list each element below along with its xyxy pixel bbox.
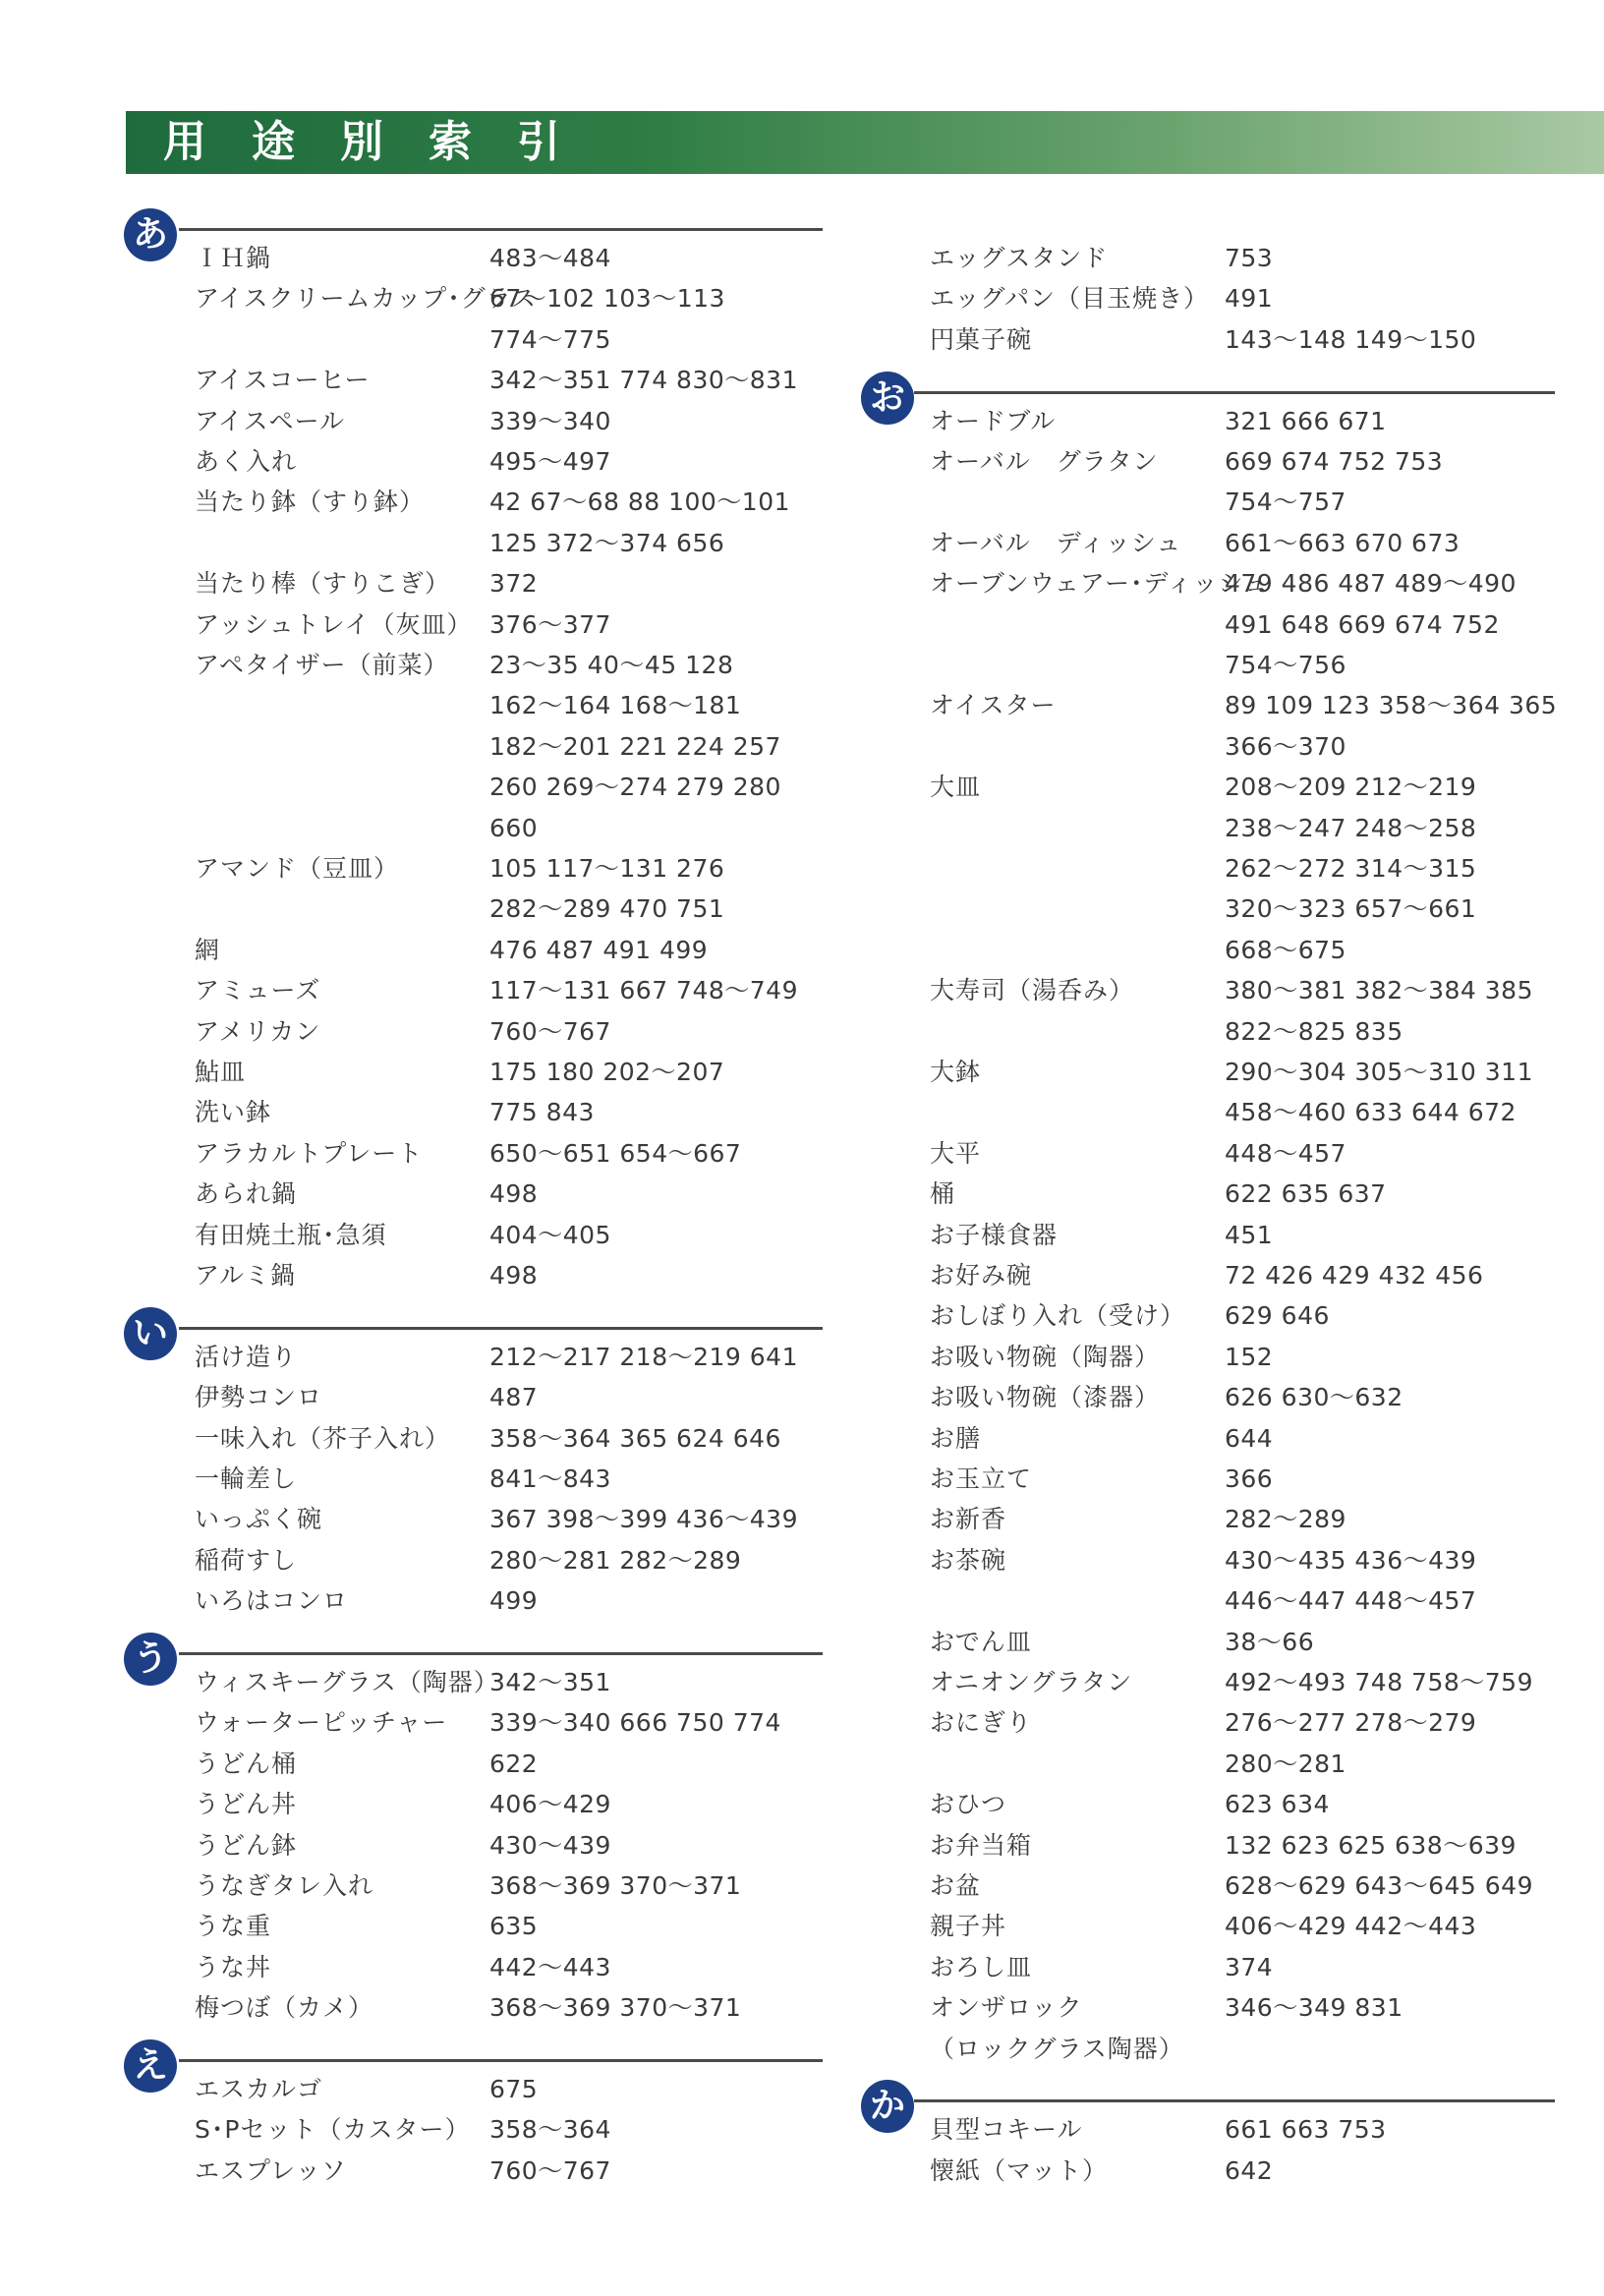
entry-pages: 626 630〜632 bbox=[1225, 1383, 1404, 1412]
entry-pages: 754〜757 bbox=[1225, 488, 1346, 517]
entry-pages: 669 674 752 753 bbox=[1225, 447, 1444, 476]
entry-pages: 487 bbox=[489, 1383, 539, 1412]
section-rule bbox=[179, 1652, 823, 1655]
entry-pages: 367 398〜399 436〜439 bbox=[489, 1505, 798, 1534]
index-entry bbox=[195, 1133, 843, 1174]
entry-pages: 374 bbox=[1225, 1952, 1274, 1981]
entry-name: 貝型コキール bbox=[930, 2115, 1083, 2145]
entry-pages: 483〜484 bbox=[489, 244, 611, 272]
entry-name: お好み碗 bbox=[930, 1261, 1033, 1290]
entry-name: おろし皿 bbox=[930, 1952, 1033, 1981]
index-entry bbox=[930, 1499, 1578, 1539]
entry-pages: 320〜323 657〜661 bbox=[1225, 894, 1477, 924]
entry-name: （ロックグラス陶器） bbox=[930, 2034, 1184, 2063]
kana-badge: お bbox=[861, 372, 914, 425]
entry-pages: 182〜201 221 224 257 bbox=[489, 731, 781, 761]
index-entry bbox=[195, 1825, 843, 1866]
entry-name: お茶碗 bbox=[930, 1545, 1007, 1575]
entry-name: 円菓子碗 bbox=[930, 324, 1033, 354]
entry-pages: 628〜629 643〜645 649 bbox=[1225, 1871, 1533, 1900]
entry-name: おひつ bbox=[930, 1790, 1007, 1819]
entry-name: お玉立て bbox=[930, 1464, 1033, 1493]
entry-pages: 342〜351 bbox=[489, 1668, 611, 1696]
entry-name: オードブル bbox=[930, 406, 1057, 435]
entry-name: 活け造り bbox=[195, 1342, 298, 1371]
entry-pages: 38〜66 bbox=[1225, 1627, 1315, 1656]
index-entry bbox=[195, 482, 843, 563]
entry-pages: 143〜148 149〜150 bbox=[1225, 324, 1477, 354]
index-entry bbox=[930, 1133, 1578, 1174]
index-entry bbox=[195, 645, 843, 848]
kana-badge: え bbox=[124, 2039, 177, 2093]
entry-name: お吸い物碗（陶器） bbox=[930, 1342, 1161, 1371]
entry-pages: 162〜164 168〜181 bbox=[489, 691, 742, 720]
entry-name: アメリカン bbox=[195, 1016, 321, 1046]
entry-name: あられ鍋 bbox=[195, 1179, 298, 1209]
entry-name: お新香 bbox=[930, 1505, 1007, 1534]
entry-pages: 446〜447 448〜457 bbox=[1225, 1586, 1477, 1616]
entry-pages: 346〜349 831 bbox=[1225, 1993, 1404, 2023]
entry-name: お盆 bbox=[930, 1871, 982, 1900]
index-entry bbox=[930, 1174, 1578, 1214]
section-rule bbox=[914, 391, 1555, 394]
entry-pages: 42 67〜68 88 100〜101 bbox=[489, 488, 791, 517]
index-entry bbox=[930, 1622, 1578, 1662]
entry-name: 当たり鉢（すり鉢） bbox=[195, 488, 426, 517]
entry-pages: 495〜497 bbox=[489, 447, 611, 476]
entry-name: 一味入れ（芥子入れ） bbox=[195, 1423, 451, 1453]
entry-name: エッグスタンド bbox=[930, 244, 1109, 272]
index-entry bbox=[930, 1255, 1578, 1295]
entry-pages: 644 bbox=[1225, 1423, 1274, 1453]
index-entry bbox=[195, 930, 843, 970]
index-entry bbox=[195, 1337, 843, 1377]
index-entry bbox=[195, 1255, 843, 1295]
entry-pages: 342〜351 774 830〜831 bbox=[489, 366, 798, 395]
entry-name: オイスター bbox=[930, 691, 1057, 720]
index-entry bbox=[930, 1702, 1578, 1784]
index-entry bbox=[195, 238, 843, 278]
index-entry bbox=[930, 1418, 1578, 1459]
entry-pages: 238〜247 248〜258 bbox=[1225, 813, 1477, 842]
index-entry bbox=[195, 970, 843, 1010]
entry-name: オンザロック bbox=[930, 1993, 1083, 2023]
entry-pages: 280〜281 282〜289 bbox=[489, 1545, 742, 1575]
entry-name: アペタイザー（前菜） bbox=[195, 651, 449, 679]
index-entry bbox=[930, 1825, 1578, 1866]
entry-pages: 89 109 123 358〜364 365 bbox=[1225, 691, 1558, 720]
index-entry bbox=[930, 401, 1578, 441]
entry-name: 当たり棒（すりこぎ） bbox=[195, 569, 451, 599]
entry-pages: 499 bbox=[489, 1586, 539, 1616]
entry-name: エスカルゴ bbox=[195, 2075, 323, 2103]
index-entry bbox=[930, 278, 1578, 318]
index-entry bbox=[930, 970, 1578, 1052]
index-entry bbox=[930, 1866, 1578, 1906]
index-entry bbox=[195, 441, 843, 482]
entry-pages: 822〜825 835 bbox=[1225, 1016, 1404, 1046]
entry-pages: 492〜493 748 758〜759 bbox=[1225, 1668, 1533, 1696]
index-entry bbox=[195, 1499, 843, 1539]
entry-name: おにぎり bbox=[930, 1708, 1033, 1738]
entry-pages: 282〜289 470 751 bbox=[489, 894, 725, 924]
entry-name: アミューズ bbox=[195, 976, 321, 1005]
entry-name: うな丼 bbox=[195, 1952, 272, 1981]
entry-name: オーバル ディッシュ bbox=[930, 528, 1182, 557]
index-entry bbox=[930, 2109, 1578, 2150]
entry-name: S･Pセット（カスター） bbox=[195, 2115, 471, 2145]
entry-pages: 430〜439 bbox=[489, 1830, 611, 1860]
index-entry bbox=[195, 604, 843, 645]
index-entry bbox=[195, 1418, 843, 1459]
entry-name: 桶 bbox=[930, 1179, 956, 1209]
entry-name: 鮎皿 bbox=[195, 1058, 247, 1086]
entry-pages: 660 bbox=[489, 813, 539, 842]
index-entry bbox=[195, 1540, 843, 1580]
entry-pages: 448〜457 bbox=[1225, 1138, 1346, 1168]
entry-name: お弁当箱 bbox=[930, 1830, 1033, 1860]
entry-pages: 635 bbox=[489, 1912, 539, 1941]
index-entry bbox=[930, 767, 1578, 970]
entry-name: 懐紙（マット） bbox=[930, 2155, 1109, 2185]
index-entry bbox=[195, 1377, 843, 1417]
entry-pages: 622 635 637 bbox=[1225, 1179, 1387, 1209]
entry-pages: 321 666 671 bbox=[1225, 406, 1387, 435]
entry-pages: 841〜843 bbox=[489, 1464, 611, 1493]
entry-name: 大平 bbox=[930, 1138, 982, 1168]
entry-pages: 661 663 753 bbox=[1225, 2115, 1387, 2145]
index-entry bbox=[930, 523, 1578, 563]
entry-name: うどん丼 bbox=[195, 1790, 298, 1819]
entry-name: 一輪差し bbox=[195, 1464, 298, 1493]
kana-badge: い bbox=[124, 1307, 177, 1360]
entry-name: いろはコンロ bbox=[195, 1586, 349, 1616]
entry-name: ウィスキーグラス（陶器） bbox=[195, 1668, 499, 1696]
entry-name: お子様食器 bbox=[930, 1220, 1059, 1249]
entry-name: うどん桶 bbox=[195, 1749, 298, 1778]
index-entry bbox=[195, 1744, 843, 1784]
index-entry bbox=[195, 1987, 843, 2028]
entry-pages: 406〜429 442〜443 bbox=[1225, 1912, 1477, 1941]
index-entry bbox=[195, 401, 843, 441]
entry-pages: 661〜663 670 673 bbox=[1225, 528, 1461, 557]
entry-name: ＩＨ鍋 bbox=[195, 244, 272, 272]
index-entry bbox=[930, 1906, 1578, 1946]
entry-pages: 430〜435 436〜439 bbox=[1225, 1545, 1477, 1575]
entry-name: アッシュトレイ（灰皿） bbox=[195, 609, 473, 639]
index-entry bbox=[930, 319, 1578, 360]
index-entry bbox=[930, 1540, 1578, 1622]
entry-pages: 476 487 491 499 bbox=[489, 935, 709, 964]
kana-badge: か bbox=[861, 2080, 914, 2133]
entry-pages: 774〜775 bbox=[489, 324, 611, 354]
entry-pages: 358〜364 bbox=[489, 2115, 611, 2145]
entry-pages: 282〜289 bbox=[1225, 1505, 1346, 1534]
entry-pages: 668〜675 bbox=[1225, 935, 1346, 964]
entry-pages: 498 bbox=[489, 1179, 539, 1209]
entry-pages: 760〜767 bbox=[489, 1016, 611, 1046]
section-rule bbox=[914, 2099, 1555, 2102]
index-entry bbox=[930, 1377, 1578, 1417]
entry-name: いっぷく碗 bbox=[195, 1505, 323, 1534]
entry-name: 梅つぼ（カメ） bbox=[195, 1993, 374, 2023]
index-entry bbox=[195, 278, 843, 360]
index-entry bbox=[195, 1702, 843, 1743]
entry-pages: 72 426 429 432 456 bbox=[1225, 1261, 1484, 1290]
entry-name: うなぎタレ入れ bbox=[195, 1871, 374, 1900]
entry-pages: 675 bbox=[489, 2075, 539, 2103]
index-entry bbox=[195, 1011, 843, 1052]
entry-pages: 498 bbox=[489, 1261, 539, 1290]
index-entry bbox=[930, 2151, 1578, 2191]
entry-name: ウォーターピッチャー bbox=[195, 1708, 448, 1738]
entry-pages: 380〜381 382〜384 385 bbox=[1225, 976, 1533, 1005]
kana-badge: う bbox=[124, 1633, 177, 1686]
entry-pages: 622 bbox=[489, 1749, 539, 1778]
index-entry bbox=[195, 1459, 843, 1499]
entry-name: オーブンウェアー･ディッシュ bbox=[930, 569, 1270, 599]
entry-name: 大皿 bbox=[930, 773, 982, 802]
entry-name: アルミ鍋 bbox=[195, 1261, 297, 1290]
entry-pages: 339〜340 666 750 774 bbox=[489, 1708, 781, 1738]
entry-pages: 623 634 bbox=[1225, 1790, 1330, 1819]
entry-pages: 262〜272 314〜315 bbox=[1225, 853, 1477, 883]
section-rule bbox=[179, 2059, 823, 2062]
entry-pages: 372 bbox=[489, 569, 539, 599]
entry-name: アイスペール bbox=[195, 406, 346, 435]
entry-name: エッグパン（目玉焼き） bbox=[930, 284, 1210, 314]
index-entry bbox=[195, 563, 843, 603]
entry-pages: 775 843 bbox=[489, 1098, 595, 1127]
entry-pages: 276〜277 278〜279 bbox=[1225, 1708, 1477, 1738]
index-entry bbox=[930, 1459, 1578, 1499]
entry-pages: 366〜370 bbox=[1225, 731, 1346, 761]
entry-pages: 368〜369 370〜371 bbox=[489, 1871, 742, 1900]
entry-pages: 117〜131 667 748〜749 bbox=[489, 976, 798, 1005]
entry-pages: 125 372〜374 656 bbox=[489, 528, 725, 557]
index-entry bbox=[195, 1580, 843, 1621]
entry-name: お膳 bbox=[930, 1423, 982, 1453]
entry-name: オーバル グラタン bbox=[930, 447, 1159, 476]
entry-pages: 366 bbox=[1225, 1464, 1274, 1493]
entry-pages: 208〜209 212〜219 bbox=[1225, 773, 1477, 802]
entry-pages: 491 648 669 674 752 bbox=[1225, 609, 1500, 639]
index-entry bbox=[930, 1295, 1578, 1336]
index-entry bbox=[930, 1784, 1578, 1824]
entry-name: アラカルトプレート bbox=[195, 1138, 424, 1168]
index-entry bbox=[195, 848, 843, 930]
index-entry bbox=[195, 1052, 843, 1092]
index-entry bbox=[930, 1987, 1578, 2028]
entry-name: 網 bbox=[195, 935, 221, 964]
entry-name: アイスクリームカップ･グラス bbox=[195, 284, 538, 314]
entry-pages: 754〜756 bbox=[1225, 650, 1346, 679]
index-entry bbox=[930, 1215, 1578, 1255]
kana-badge: あ bbox=[124, 208, 177, 261]
entry-name: 大鉢 bbox=[930, 1058, 982, 1086]
index-entry bbox=[930, 1337, 1578, 1377]
section-rule bbox=[179, 1327, 823, 1330]
entry-pages: 491 bbox=[1225, 284, 1274, 314]
index-entry bbox=[930, 2029, 1578, 2069]
entry-pages: 280〜281 bbox=[1225, 1749, 1346, 1778]
entry-pages: 458〜460 633 644 672 bbox=[1225, 1098, 1517, 1127]
index-entry bbox=[930, 1662, 1578, 1702]
entry-pages: 152 bbox=[1225, 1342, 1274, 1371]
page-title: 用途別索引 bbox=[163, 117, 605, 167]
entry-pages: 650〜651 654〜667 bbox=[489, 1138, 742, 1168]
entry-pages: 67〜102 103〜113 bbox=[489, 284, 725, 314]
entry-pages: 753 bbox=[1225, 244, 1274, 272]
index-entry bbox=[930, 685, 1578, 767]
entry-name: 親子丼 bbox=[930, 1912, 1007, 1941]
entry-name: 有田焼土瓶･急須 bbox=[195, 1220, 387, 1249]
entry-name: 稲荷すし bbox=[195, 1545, 298, 1575]
entry-name: おでん皿 bbox=[930, 1627, 1032, 1656]
entry-name: 伊勢コンロ bbox=[195, 1383, 323, 1412]
index-entry bbox=[195, 360, 843, 400]
entry-pages: 358〜364 365 624 646 bbox=[489, 1423, 781, 1453]
entry-pages: 260 269〜274 279 280 bbox=[489, 773, 781, 802]
entry-pages: 290〜304 305〜310 311 bbox=[1225, 1058, 1533, 1086]
index-entry bbox=[930, 441, 1578, 523]
section-rule bbox=[179, 228, 823, 231]
entry-pages: 175 180 202〜207 bbox=[489, 1058, 725, 1086]
index-entry bbox=[195, 1662, 843, 1702]
entry-name: うな重 bbox=[195, 1912, 272, 1941]
entry-pages: 479 486 487 489〜490 bbox=[1225, 569, 1517, 599]
index-entry bbox=[930, 1052, 1578, 1133]
index-entry bbox=[930, 563, 1578, 685]
entry-name: アマンド（豆皿） bbox=[195, 854, 400, 883]
index-entry bbox=[195, 1174, 843, 1214]
entry-name: オニオングラタン bbox=[930, 1668, 1133, 1696]
index-entry bbox=[195, 2069, 843, 2109]
index-entry bbox=[195, 2151, 843, 2191]
entry-name: うどん鉢 bbox=[195, 1830, 298, 1860]
index-entry bbox=[195, 1784, 843, 1824]
entry-pages: 105 117〜131 276 bbox=[489, 854, 725, 883]
index-entry bbox=[195, 2109, 843, 2150]
entry-pages: 404〜405 bbox=[489, 1220, 611, 1249]
index-entry bbox=[195, 1947, 843, 1987]
entry-pages: 212〜217 218〜219 641 bbox=[489, 1342, 798, 1371]
entry-pages: 451 bbox=[1225, 1220, 1274, 1249]
index-entry bbox=[195, 1906, 843, 1946]
index-entry bbox=[930, 1947, 1578, 1987]
entry-name: エスプレッソ bbox=[195, 2155, 347, 2185]
index-entry bbox=[195, 1215, 843, 1255]
entry-pages: 629 646 bbox=[1225, 1301, 1330, 1331]
entry-name: お吸い物碗（漆器） bbox=[930, 1383, 1161, 1412]
entry-pages: 132 623 625 638〜639 bbox=[1225, 1830, 1517, 1860]
entry-pages: 442〜443 bbox=[489, 1952, 611, 1981]
entry-name: あく入れ bbox=[195, 447, 298, 476]
title-bar bbox=[126, 111, 1604, 174]
entry-pages: 376〜377 bbox=[489, 609, 611, 639]
index-entry bbox=[195, 1092, 843, 1132]
entry-pages: 23〜35 40〜45 128 bbox=[489, 651, 734, 679]
entry-pages: 339〜340 bbox=[489, 406, 611, 435]
entry-pages: 642 bbox=[1225, 2155, 1274, 2185]
entry-name: おしぼり入れ（受け） bbox=[930, 1301, 1186, 1331]
index-entry bbox=[195, 1866, 843, 1906]
entry-pages: 368〜369 370〜371 bbox=[489, 1993, 742, 2023]
entry-name: 洗い鉢 bbox=[195, 1098, 272, 1127]
entry-name: アイスコーヒー bbox=[195, 366, 371, 395]
entry-name: 大寿司（湯呑み） bbox=[930, 976, 1135, 1005]
entry-pages: 760〜767 bbox=[489, 2155, 611, 2185]
index-entry bbox=[930, 238, 1578, 278]
entry-pages: 406〜429 bbox=[489, 1790, 611, 1819]
